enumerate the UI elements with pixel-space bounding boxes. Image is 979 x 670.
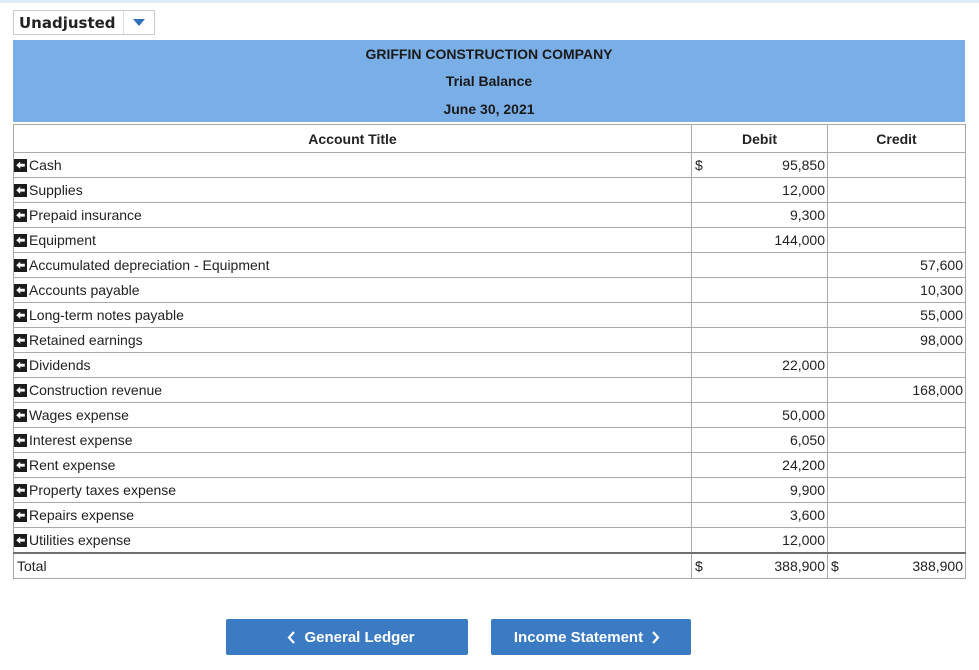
table-row	[14, 353, 966, 378]
account-title-cell[interactable]	[14, 278, 692, 303]
total-label-cell	[14, 553, 692, 579]
account-name: Equipment	[29, 232, 96, 248]
top-border	[0, 0, 979, 3]
account-name: Rent expense	[29, 457, 116, 473]
income-statement-button[interactable]	[491, 619, 691, 655]
account-title-cell[interactable]	[14, 503, 692, 528]
debit-cell[interactable]	[692, 303, 828, 328]
credit-amount: 98,000	[920, 332, 963, 348]
credit-cell[interactable]	[828, 153, 966, 178]
debit-amount: 3,600	[789, 507, 825, 523]
table-row	[14, 503, 966, 528]
account-title-cell[interactable]	[14, 428, 692, 453]
debit-cell[interactable]	[692, 428, 828, 453]
table-row	[14, 153, 966, 178]
company-name: GRIFFIN CONSTRUCTION COMPANY	[365, 46, 613, 62]
account-title-cell[interactable]	[14, 528, 692, 554]
account-picker-icon[interactable]	[14, 184, 27, 197]
table-row	[14, 478, 966, 503]
currency-symbol: $	[695, 157, 703, 173]
statement-title: Trial Balance	[445, 73, 533, 89]
account-title-cell[interactable]	[14, 253, 692, 278]
credit-cell[interactable]	[828, 303, 966, 328]
income-statement-label: Income Statement	[513, 628, 644, 646]
credit-cell[interactable]	[828, 503, 966, 528]
total-debit-cell[interactable]	[692, 553, 828, 579]
account-title-cell[interactable]	[14, 328, 692, 353]
account-picker-icon[interactable]	[14, 284, 27, 297]
table-row	[14, 328, 966, 353]
account-name: Retained earnings	[29, 332, 143, 348]
account-entry	[14, 503, 691, 527]
credit-cell[interactable]	[828, 328, 966, 353]
credit-cell[interactable]	[828, 403, 966, 428]
debit-amount: 9,300	[789, 207, 825, 223]
total-credit-cell[interactable]	[828, 553, 966, 579]
account-entry	[14, 203, 691, 227]
credit-cell[interactable]	[828, 528, 966, 554]
credit-amount: 57,600	[920, 257, 963, 273]
account-entry	[14, 453, 691, 477]
account-entry	[14, 428, 691, 452]
chevron-right-icon	[651, 631, 660, 644]
currency-symbol: $	[831, 558, 839, 574]
account-name: Wages expense	[29, 407, 129, 423]
debit-cell[interactable]	[692, 253, 828, 278]
table-row	[14, 528, 966, 554]
debit-cell[interactable]	[692, 528, 828, 554]
account-name: Interest expense	[29, 432, 133, 448]
credit-cell[interactable]	[828, 378, 966, 403]
account-name: Accounts payable	[29, 282, 140, 298]
currency-symbol: $	[695, 558, 703, 574]
debit-cell[interactable]	[692, 403, 828, 428]
account-title-cell[interactable]	[14, 203, 692, 228]
debit-cell[interactable]	[692, 203, 828, 228]
account-title-cell[interactable]	[14, 353, 692, 378]
account-entry	[14, 378, 691, 402]
account-name: Supplies	[29, 182, 83, 198]
table-row	[14, 303, 966, 328]
credit-cell[interactable]	[828, 353, 966, 378]
credit-cell[interactable]	[828, 478, 966, 503]
debit-cell[interactable]	[692, 353, 828, 378]
debit-amount: 144,000	[774, 232, 825, 248]
debit-amount: 50,000	[782, 407, 825, 423]
debit-cell[interactable]	[692, 453, 828, 478]
table-row	[14, 178, 966, 203]
account-entry	[14, 303, 691, 327]
account-entry	[14, 353, 691, 377]
credit-cell[interactable]	[828, 203, 966, 228]
total-debit: 388,900	[774, 558, 825, 574]
account-name: Prepaid insurance	[29, 207, 142, 223]
debit-cell[interactable]	[692, 328, 828, 353]
debit-amount: 24,200	[782, 457, 825, 473]
account-title-cell[interactable]	[14, 153, 692, 178]
account-title-cell[interactable]	[14, 453, 692, 478]
total-credit: 388,900	[912, 558, 963, 574]
account-name: Utilities expense	[29, 532, 131, 548]
debit-cell[interactable]	[692, 278, 828, 303]
column-header-credit: Credit	[828, 125, 966, 153]
account-title-cell[interactable]	[14, 303, 692, 328]
credit-cell[interactable]	[828, 228, 966, 253]
account-picker-icon[interactable]	[14, 509, 27, 522]
credit-cell[interactable]	[828, 278, 966, 303]
debit-cell[interactable]	[692, 153, 828, 178]
credit-amount: 168,000	[912, 382, 963, 398]
table-row	[14, 203, 966, 228]
account-picker-icon[interactable]	[14, 459, 27, 472]
table-row	[14, 278, 966, 303]
account-name: Construction revenue	[29, 382, 163, 398]
statement-date: June 30, 2021	[443, 101, 535, 117]
account-title-cell[interactable]	[14, 378, 692, 403]
credit-cell[interactable]	[828, 253, 966, 278]
debit-amount: 12,000	[782, 182, 825, 198]
debit-cell[interactable]	[692, 478, 828, 503]
account-entry	[14, 528, 691, 552]
account-picker-icon[interactable]	[14, 309, 27, 322]
account-entry	[14, 178, 691, 202]
dropdown-arrow-icon[interactable]	[123, 11, 154, 34]
account-entry	[14, 153, 691, 177]
account-entry	[14, 253, 691, 277]
account-picker-icon[interactable]	[14, 259, 27, 272]
chevron-left-icon	[287, 631, 296, 644]
account-entry	[14, 328, 691, 352]
account-picker-icon[interactable]	[14, 434, 27, 447]
column-header-debit: Debit	[692, 125, 828, 153]
account-name: Dividends	[29, 357, 91, 373]
table-row	[14, 253, 966, 278]
credit-amount: 55,000	[920, 307, 963, 323]
credit-cell[interactable]	[828, 428, 966, 453]
column-header-account-title: Account Title	[14, 125, 692, 153]
debit-amount: 9,900	[789, 482, 825, 498]
account-entry	[14, 478, 691, 502]
account-picker-icon[interactable]	[14, 534, 27, 547]
table-row	[14, 378, 966, 403]
account-title-cell[interactable]	[14, 228, 692, 253]
account-entry	[14, 403, 691, 427]
account-title-cell[interactable]	[14, 178, 692, 203]
debit-cell[interactable]	[692, 178, 828, 203]
debit-amount: 95,850	[782, 157, 825, 173]
trial-balance-table	[13, 124, 966, 579]
account-name: Accumulated depreciation - Equipment	[29, 257, 270, 273]
balance-type-dropdown[interactable]	[13, 10, 155, 35]
total-row	[14, 553, 966, 579]
table-row	[14, 428, 966, 453]
account-picker-icon[interactable]	[14, 234, 27, 247]
account-picker-icon[interactable]	[14, 334, 27, 347]
account-picker-icon[interactable]	[14, 159, 27, 172]
debit-amount: 6,050	[789, 432, 825, 448]
account-name: Repairs expense	[29, 507, 135, 523]
account-picker-icon[interactable]	[14, 359, 27, 372]
account-name: Cash	[29, 157, 62, 173]
general-ledger-label: General Ledger	[304, 628, 415, 646]
statement-header	[13, 40, 965, 122]
credit-cell[interactable]	[828, 178, 966, 203]
debit-cell[interactable]	[692, 378, 828, 403]
account-picker-icon[interactable]	[14, 384, 27, 397]
debit-cell[interactable]	[692, 503, 828, 528]
credit-amount: 10,300	[920, 282, 963, 298]
account-title-cell[interactable]	[14, 478, 692, 503]
account-picker-icon[interactable]	[14, 409, 27, 422]
dropdown-value: Unadjusted	[19, 13, 116, 32]
account-entry	[14, 228, 691, 252]
account-title-cell[interactable]	[14, 403, 692, 428]
debit-amount: 22,000	[782, 357, 825, 373]
general-ledger-button[interactable]	[226, 619, 468, 655]
total-label: Total	[17, 558, 47, 574]
debit-cell[interactable]	[692, 228, 828, 253]
table-row	[14, 453, 966, 478]
account-picker-icon[interactable]	[14, 484, 27, 497]
credit-cell[interactable]	[828, 453, 966, 478]
account-entry	[14, 278, 691, 302]
table-row	[14, 403, 966, 428]
account-picker-icon[interactable]	[14, 209, 27, 222]
account-name: Property taxes expense	[29, 482, 177, 498]
account-name: Long-term notes payable	[29, 307, 184, 323]
table-row	[14, 228, 966, 253]
debit-amount: 12,000	[782, 532, 825, 548]
